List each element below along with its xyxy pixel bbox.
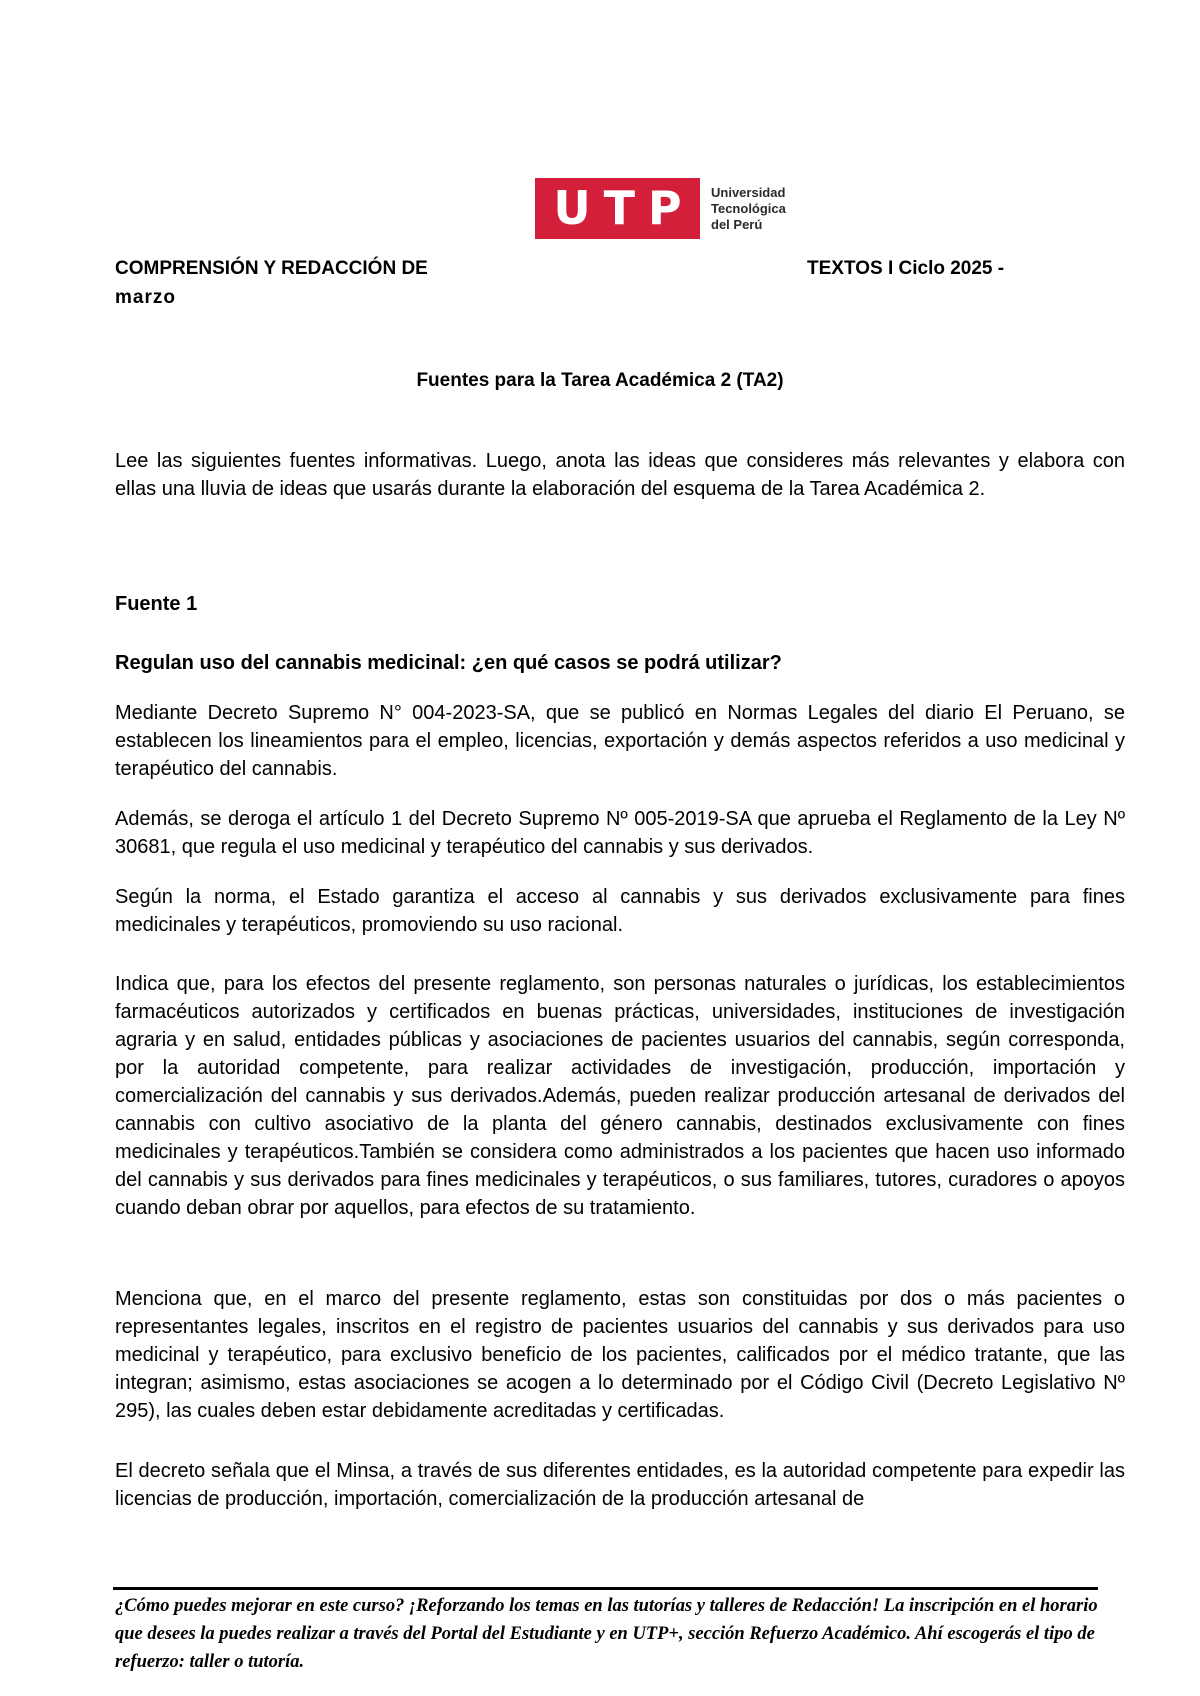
course-name-right: TEXTOS I Ciclo 2025 - [807, 258, 1005, 279]
source-paragraph-2: Además, se deroga el artículo 1 del Decreto Supremo Nº 005-2019-SA que aprueba el Reglamento de la Ley Nº 30681, que regula el uso medicinal y terapéutico del cannabis y sus derivados. [115, 808, 1125, 858]
footer-note: ¿Cómo puedes mejorar en este curso? ¡Reforzando los temas en las tutorías y talleres de Redacción! La inscripción en el horario que desees la puedes realizar a través del Portal del Estudiante y en UTP+, sección Refuerzo Académico. Ahí escogerás el tipo de refuerzo: taller o tutoría. [115, 1596, 1098, 1672]
footer-divider [113, 1587, 1098, 1590]
course-name-left: COMPRENSIÓN Y REDACCIÓN DE [115, 258, 428, 279]
logo-line-2: Tecnológica [711, 200, 786, 216]
logo-letter-p: P [647, 181, 682, 235]
utp-logo-mark [535, 178, 700, 239]
logo-university-name [711, 185, 786, 233]
course-name-continuation: marzo [115, 287, 176, 308]
source-paragraph-1: Mediante Decreto Supremo N° 004-2023-SA, que se publicó en Normas Legales del diario El Peruano, se establecen los lineamientos para el empleo, licencias, exportación y demás aspectos referidos a uso medicinal y terapéutico del cannabis. [115, 702, 1125, 780]
source-paragraph-6: El decreto señala que el Minsa, a través de sus diferentes entidades, es la autoridad competente para expedir las licencias de producción, importación, comercialización de la producción artesanal de [115, 1460, 1125, 1510]
intro-paragraph: Lee las siguientes fuentes informativas. Luego, anota las ideas que consideres más relevantes y elabora con ellas una lluvia de ideas que usarás durante la elaboración del esquema de la Tarea Académica 2. [115, 450, 1125, 500]
logo-letter-u: U [553, 181, 591, 235]
source-paragraph-5: Menciona que, en el marco del presente reglamento, estas son constituidas por dos o más pacientes o representantes legales, inscritos en el registro de pacientes usuarios del cannabis y sus derivados para uso medicinal y terapéutico, para exclusivo beneficio de los pacientes, calificados por el médico tratante, que las integran; asimismo, estas asociaciones se acogen a lo determinado por el Código Civil (Decreto Legislativo Nº 295), las cuales deben estar debidamente acreditadas y certificadas. [115, 1288, 1125, 1422]
source-headline: Regulan uso del cannabis medicinal: ¿en qué casos se podrá utilizar? [115, 652, 782, 674]
document-title: Fuentes para la Tarea Académica 2 (TA2) [416, 370, 784, 391]
logo-letter-t: T [603, 181, 636, 235]
logo-line-3: del Perú [711, 216, 763, 232]
utp-logo [535, 178, 786, 239]
source-label: Fuente 1 [115, 593, 198, 615]
source-paragraph-3: Según la norma, el Estado garantiza el acceso al cannabis y sus derivados exclusivamente para fines medicinales y terapéuticos, promoviendo su uso racional. [115, 886, 1125, 936]
logo-line-1: Universidad [711, 184, 786, 200]
source-paragraph-4: Indica que, para los efectos del presente reglamento, son personas naturales o jurídicas, los establecimientos farmacéuticos autorizados y certificados en buenas prácticas, universidades, instituciones de investigación agraria y en salud, entidades públicas y asociaciones de pacientes usuarios del cannabis, según corresponda, por la autoridad competente, para realizar actividades de investigación, producción, importación y comercialización del cannabis y sus derivados.Además, pueden realizar producción artesanal de derivados del cannabis con cultivo asociativo de la planta del género cannabis, destinados exclusivamente con fines medicinales y terapéuticos.También se considera como administrados a los pacientes que hacen uso informado del cannabis y sus derivados para fines medicinales y terapéuticos, o sus familiares, tutores, curadores o apoyos cuando deban obrar por aquellos, para efectos de su tratamiento. [115, 973, 1125, 1219]
